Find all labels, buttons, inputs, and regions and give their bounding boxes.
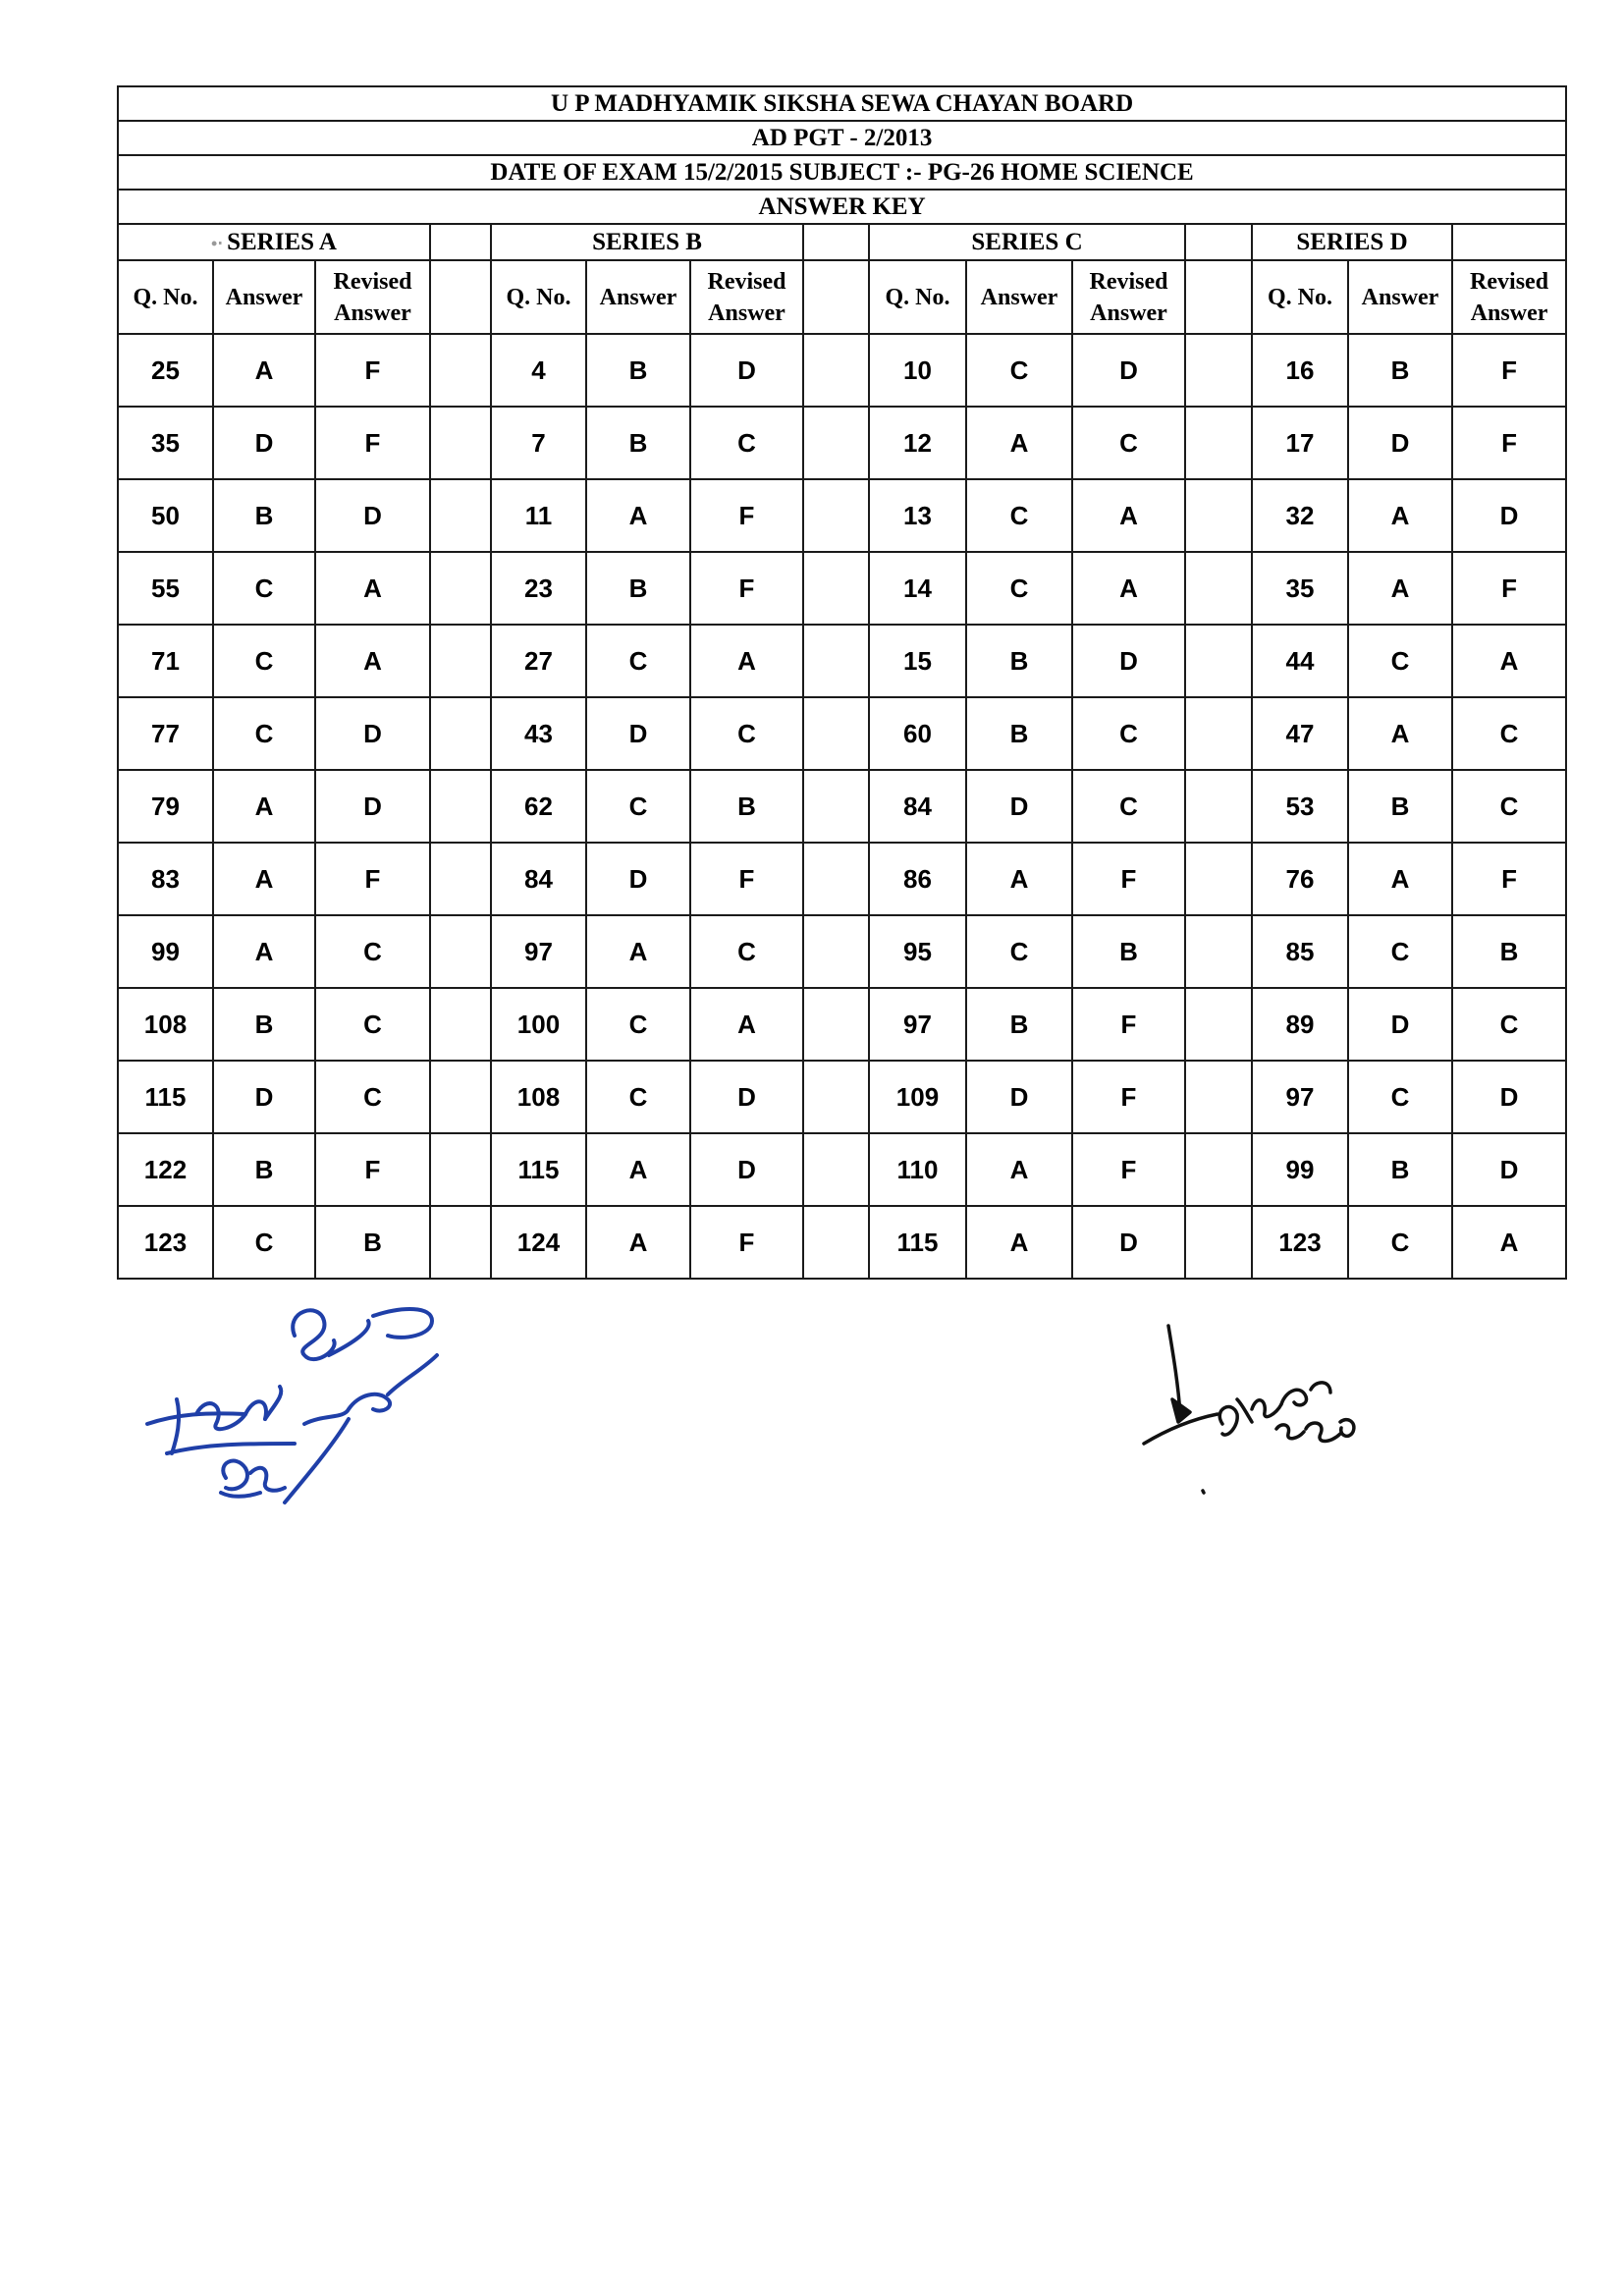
revised-answer-cell: D — [1072, 334, 1185, 407]
revised-answer-cell: F — [690, 1206, 803, 1279]
question-number-cell: 97 — [491, 915, 586, 988]
question-number-cell: 99 — [118, 915, 213, 988]
gap-cell — [803, 552, 869, 625]
answer-cell: C — [966, 334, 1072, 407]
answer-cell: B — [213, 479, 315, 552]
question-number-cell: 50 — [118, 479, 213, 552]
gap-cell — [803, 625, 869, 697]
revised-answer-cell: C — [690, 697, 803, 770]
table-row — [118, 915, 1566, 988]
revised-answer-cell: D — [1452, 1133, 1566, 1206]
revised-answer-cell: F — [1452, 334, 1566, 407]
question-number-cell: 53 — [1252, 770, 1348, 843]
answer-cell: B — [213, 988, 315, 1061]
answer-cell: A — [586, 915, 690, 988]
revised-answer-cell: C — [315, 988, 430, 1061]
answer-cell: A — [586, 1206, 690, 1279]
answer-cell: A — [213, 843, 315, 915]
table-row — [118, 407, 1566, 479]
table-row — [118, 843, 1566, 915]
gap-cell — [803, 479, 869, 552]
revised-answer-cell: D — [315, 770, 430, 843]
revised-answer-cell: C — [1072, 697, 1185, 770]
gap-cell — [1185, 224, 1252, 260]
answer-cell: C — [966, 479, 1072, 552]
question-number-cell: 15 — [869, 625, 966, 697]
series-heading: SERIES B — [491, 224, 803, 260]
question-number-cell: 79 — [118, 770, 213, 843]
revised-answer-cell: C — [690, 407, 803, 479]
question-number-cell: 108 — [491, 1061, 586, 1133]
revised-answer-cell: A — [1072, 479, 1185, 552]
answer-cell: A — [213, 334, 315, 407]
question-number-cell: 85 — [1252, 915, 1348, 988]
revised-answer-cell: F — [690, 479, 803, 552]
revised-answer-header — [690, 260, 803, 334]
question-number-cell: 108 — [118, 988, 213, 1061]
gap-cell — [1185, 552, 1252, 625]
answer-cell: A — [586, 479, 690, 552]
gap-cell — [430, 697, 491, 770]
qno-header: Q. No. — [1252, 260, 1348, 334]
answer-label: Answer — [1470, 300, 1548, 326]
question-number-cell: 95 — [869, 915, 966, 988]
question-number-cell: 84 — [869, 770, 966, 843]
revised-answer-header — [1072, 260, 1185, 334]
answer-cell: B — [213, 1133, 315, 1206]
answer-cell: C — [213, 1206, 315, 1279]
gap-cell — [430, 915, 491, 988]
revised-answer-cell: A — [315, 552, 430, 625]
revised-answer-cell: A — [1452, 1206, 1566, 1279]
question-number-cell: 25 — [118, 334, 213, 407]
answer-cell: B — [966, 625, 1072, 697]
gap-cell — [430, 334, 491, 407]
series-heading — [118, 224, 430, 260]
question-number-cell: 76 — [1252, 843, 1348, 915]
question-number-cell: 123 — [118, 1206, 213, 1279]
gap-cell — [1185, 988, 1252, 1061]
answer-cell: D — [1348, 407, 1452, 479]
table-row — [118, 1061, 1566, 1133]
revised-answer-cell: B — [1452, 915, 1566, 988]
board-title: U P MADHYAMIK SIKSHA SEWA CHAYAN BOARD — [118, 86, 1566, 121]
table-row — [118, 479, 1566, 552]
gap-cell — [1185, 334, 1252, 407]
gap-cell — [803, 407, 869, 479]
revised-answer-cell: F — [315, 407, 430, 479]
answer-cell: B — [966, 697, 1072, 770]
answer-cell: D — [966, 1061, 1072, 1133]
question-number-cell: 123 — [1252, 1206, 1348, 1279]
gap-cell — [1185, 697, 1252, 770]
revised-answer-cell: F — [315, 843, 430, 915]
answer-cell: B — [586, 407, 690, 479]
revised-answer-cell: B — [690, 770, 803, 843]
question-number-cell: 100 — [491, 988, 586, 1061]
gap-cell — [803, 915, 869, 988]
signature-right — [1129, 1306, 1384, 1503]
revised-answer-cell: F — [315, 334, 430, 407]
question-number-cell: 14 — [869, 552, 966, 625]
document-title: ANSWER KEY — [118, 190, 1566, 224]
answer-cell: D — [213, 1061, 315, 1133]
question-number-cell: 83 — [118, 843, 213, 915]
revised-answer-header — [315, 260, 430, 334]
answer-header: Answer — [966, 260, 1072, 334]
answer-key-table — [117, 85, 1567, 1280]
gap-cell — [803, 1206, 869, 1279]
revised-answer-cell: D — [1072, 625, 1185, 697]
question-number-cell: 23 — [491, 552, 586, 625]
answer-cell: C — [586, 1061, 690, 1133]
revised-answer-cell: A — [315, 625, 430, 697]
question-number-cell: 97 — [869, 988, 966, 1061]
revised-answer-cell: F — [690, 843, 803, 915]
answer-cell: B — [966, 988, 1072, 1061]
answer-cell: C — [966, 552, 1072, 625]
gap-cell — [803, 697, 869, 770]
gap-cell — [430, 770, 491, 843]
revised-answer-header — [1452, 260, 1566, 334]
revised-answer-cell: F — [1452, 843, 1566, 915]
revised-answer-cell: C — [1452, 770, 1566, 843]
revised-answer-cell: F — [1072, 1133, 1185, 1206]
revised-answer-cell: D — [315, 697, 430, 770]
answer-cell: C — [966, 915, 1072, 988]
gap-cell — [1185, 1206, 1252, 1279]
table-row — [118, 697, 1566, 770]
series-name: SERIES A — [227, 228, 337, 255]
exam-date-subject: DATE OF EXAM 15/2/2015 SUBJECT :- PG-26 HOME SCIENCE — [118, 155, 1566, 190]
gap-cell — [803, 224, 869, 260]
answer-cell: D — [213, 407, 315, 479]
revised-answer-cell: C — [690, 915, 803, 988]
revised-answer-cell: C — [315, 1061, 430, 1133]
answer-cell: A — [213, 770, 315, 843]
revised-answer-cell: F — [315, 1133, 430, 1206]
table-row — [118, 1206, 1566, 1279]
answer-cell: C — [586, 770, 690, 843]
revised-answer-cell: B — [1072, 915, 1185, 988]
answer-label: Answer — [334, 300, 411, 326]
answer-cell: C — [586, 625, 690, 697]
answer-cell: C — [1348, 1061, 1452, 1133]
answer-cell: A — [586, 1133, 690, 1206]
gap-cell — [1185, 407, 1252, 479]
question-number-cell: 11 — [491, 479, 586, 552]
answer-cell: C — [1348, 625, 1452, 697]
speck-mark: •‧ — [211, 233, 224, 253]
question-number-cell: 84 — [491, 843, 586, 915]
question-number-cell: 35 — [118, 407, 213, 479]
revised-answer-cell: C — [1072, 770, 1185, 843]
answer-cell: C — [1348, 915, 1452, 988]
gap-cell — [1185, 1133, 1252, 1206]
gap-cell — [430, 224, 491, 260]
gap-cell — [803, 1133, 869, 1206]
answer-cell: A — [1348, 697, 1452, 770]
gap-cell — [1185, 1061, 1252, 1133]
gap-cell — [1185, 625, 1252, 697]
answer-cell: C — [213, 552, 315, 625]
revised-answer-cell: F — [1452, 407, 1566, 479]
revised-label: Revised — [707, 268, 786, 295]
question-number-cell: 43 — [491, 697, 586, 770]
answer-cell: B — [1348, 1133, 1452, 1206]
answer-cell: D — [1348, 988, 1452, 1061]
question-number-cell: 86 — [869, 843, 966, 915]
question-number-cell: 12 — [869, 407, 966, 479]
table-row — [118, 988, 1566, 1061]
answer-cell: A — [966, 1133, 1072, 1206]
qno-header: Q. No. — [491, 260, 586, 334]
question-number-cell: 32 — [1252, 479, 1348, 552]
answer-cell: B — [1348, 770, 1452, 843]
revised-answer-cell: A — [1072, 552, 1185, 625]
question-number-cell: 122 — [118, 1133, 213, 1206]
answer-cell: C — [1348, 1206, 1452, 1279]
gap-cell — [430, 552, 491, 625]
gap-cell — [1185, 915, 1252, 988]
gap-cell — [803, 770, 869, 843]
gap-cell — [430, 479, 491, 552]
table-row — [118, 1133, 1566, 1206]
question-number-cell: 35 — [1252, 552, 1348, 625]
gap-cell — [1185, 770, 1252, 843]
signature-left — [137, 1296, 471, 1532]
answer-cell: D — [586, 843, 690, 915]
table-row — [118, 552, 1566, 625]
question-number-cell: 60 — [869, 697, 966, 770]
question-number-cell: 77 — [118, 697, 213, 770]
revised-answer-cell: C — [315, 915, 430, 988]
revised-answer-cell: F — [1072, 1061, 1185, 1133]
question-number-cell: 71 — [118, 625, 213, 697]
gap-cell — [430, 260, 491, 334]
question-number-cell: 62 — [491, 770, 586, 843]
answer-cell: A — [1348, 479, 1452, 552]
question-number-cell: 10 — [869, 334, 966, 407]
exam-code: AD PGT - 2/2013 — [118, 121, 1566, 155]
revised-answer-cell: D — [690, 334, 803, 407]
revised-answer-cell: D — [690, 1061, 803, 1133]
gap-cell — [803, 988, 869, 1061]
answer-header: Answer — [1348, 260, 1452, 334]
answer-cell: D — [586, 697, 690, 770]
question-number-cell: 4 — [491, 334, 586, 407]
revised-answer-cell: D — [690, 1133, 803, 1206]
qno-header: Q. No. — [118, 260, 213, 334]
revised-answer-cell: C — [1452, 988, 1566, 1061]
table-row — [118, 770, 1566, 843]
revised-answer-cell: A — [690, 625, 803, 697]
series-heading: SERIES D — [1252, 224, 1452, 260]
answer-header: Answer — [213, 260, 315, 334]
question-number-cell: 55 — [118, 552, 213, 625]
answer-cell: A — [966, 1206, 1072, 1279]
question-number-cell: 115 — [869, 1206, 966, 1279]
answer-cell: A — [213, 915, 315, 988]
gap-cell — [803, 260, 869, 334]
gap-cell — [430, 407, 491, 479]
gap-cell — [430, 625, 491, 697]
question-number-cell: 16 — [1252, 334, 1348, 407]
gap-cell — [430, 843, 491, 915]
revised-answer-cell: F — [1072, 988, 1185, 1061]
revised-answer-cell: D — [1072, 1206, 1185, 1279]
answer-label: Answer — [708, 300, 785, 326]
question-number-cell: 99 — [1252, 1133, 1348, 1206]
revised-answer-cell: C — [1452, 697, 1566, 770]
answer-header: Answer — [586, 260, 690, 334]
question-number-cell: 13 — [869, 479, 966, 552]
gap-cell — [430, 1133, 491, 1206]
answer-cell: D — [966, 770, 1072, 843]
revised-answer-cell: D — [1452, 479, 1566, 552]
answer-cell: C — [586, 988, 690, 1061]
gap-cell — [803, 334, 869, 407]
question-number-cell: 124 — [491, 1206, 586, 1279]
gap-cell — [430, 988, 491, 1061]
gap-cell — [1185, 479, 1252, 552]
table-row — [118, 334, 1566, 407]
qno-header: Q. No. — [869, 260, 966, 334]
question-number-cell: 89 — [1252, 988, 1348, 1061]
answer-cell: A — [966, 407, 1072, 479]
revised-answer-cell: C — [1072, 407, 1185, 479]
table-row — [118, 625, 1566, 697]
question-number-cell: 110 — [869, 1133, 966, 1206]
gap-cell — [803, 1061, 869, 1133]
question-number-cell: 109 — [869, 1061, 966, 1133]
question-number-cell: 47 — [1252, 697, 1348, 770]
revised-answer-cell: F — [690, 552, 803, 625]
answer-cell: B — [586, 334, 690, 407]
gap-cell — [1185, 843, 1252, 915]
revised-answer-cell: B — [315, 1206, 430, 1279]
answer-cell: C — [213, 697, 315, 770]
revised-answer-cell: D — [1452, 1061, 1566, 1133]
gap-cell — [803, 843, 869, 915]
gap-cell — [430, 1061, 491, 1133]
answer-cell: A — [1348, 843, 1452, 915]
answer-cell: A — [1348, 552, 1452, 625]
question-number-cell: 115 — [491, 1133, 586, 1206]
revised-answer-cell: A — [1452, 625, 1566, 697]
answer-label: Answer — [1090, 300, 1167, 326]
answer-cell: B — [1348, 334, 1452, 407]
question-number-cell: 7 — [491, 407, 586, 479]
series-heading: SERIES C — [869, 224, 1185, 260]
gap-cell — [1185, 260, 1252, 334]
question-number-cell: 27 — [491, 625, 586, 697]
answer-cell: B — [586, 552, 690, 625]
revised-answer-cell: F — [1072, 843, 1185, 915]
revised-label: Revised — [1089, 268, 1168, 295]
question-number-cell: 115 — [118, 1061, 213, 1133]
answer-cell: C — [213, 625, 315, 697]
revised-label: Revised — [1470, 268, 1549, 295]
revised-answer-cell: A — [690, 988, 803, 1061]
empty-cell — [1452, 224, 1566, 260]
revised-label: Revised — [333, 268, 412, 295]
question-number-cell: 44 — [1252, 625, 1348, 697]
revised-answer-cell: D — [315, 479, 430, 552]
gap-cell — [430, 1206, 491, 1279]
revised-answer-cell: F — [1452, 552, 1566, 625]
question-number-cell: 17 — [1252, 407, 1348, 479]
answer-cell: A — [966, 843, 1072, 915]
question-number-cell: 97 — [1252, 1061, 1348, 1133]
